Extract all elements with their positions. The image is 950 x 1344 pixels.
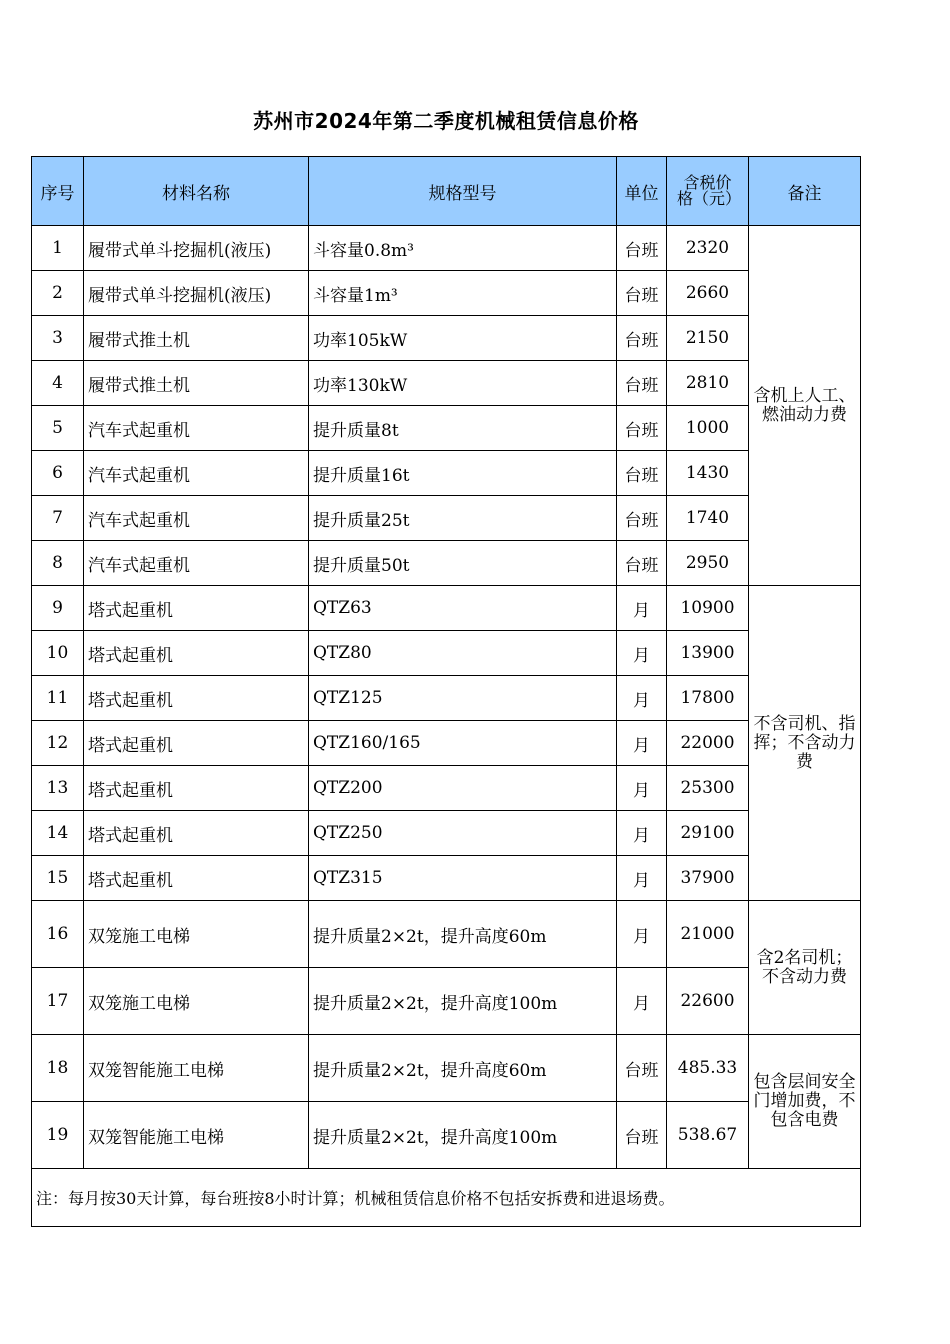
cell-name: 履带式单斗挖掘机(液压) <box>84 226 309 271</box>
table-row <box>32 856 861 901</box>
table-row <box>32 1102 861 1169</box>
cell-seq: 19 <box>32 1102 84 1169</box>
cell-unit: 月 <box>617 968 667 1035</box>
table-row <box>32 361 861 406</box>
cell-unit: 台班 <box>617 1035 667 1102</box>
cell-note-group4: 包含层间安全门增加费，不包含电费 <box>749 1035 861 1169</box>
page-title: 苏州市2024年第二季度机械租赁信息价格 <box>253 109 639 133</box>
table-row <box>32 676 861 721</box>
cell-seq: 16 <box>32 901 84 968</box>
cell-spec: 斗容量1m³ <box>309 271 617 316</box>
cell-name: 塔式起重机 <box>84 766 309 811</box>
cell-price: 1430 <box>667 451 749 496</box>
cell-seq: 4 <box>32 361 84 406</box>
header-unit: 单位 <box>617 157 667 226</box>
cell-price: 2320 <box>667 226 749 271</box>
price-table <box>31 156 861 1227</box>
table-row <box>32 811 861 856</box>
cell-unit: 月 <box>617 901 667 968</box>
table-row <box>32 451 861 496</box>
cell-name: 塔式起重机 <box>84 811 309 856</box>
cell-price: 2660 <box>667 271 749 316</box>
cell-price: 1740 <box>667 496 749 541</box>
header-row <box>32 157 861 226</box>
cell-seq: 5 <box>32 406 84 451</box>
cell-price: 37900 <box>667 856 749 901</box>
cell-price: 2810 <box>667 361 749 406</box>
table-row <box>32 586 861 631</box>
cell-seq: 18 <box>32 1035 84 1102</box>
cell-seq: 10 <box>32 631 84 676</box>
cell-name: 双笼智能施工电梯 <box>84 1035 309 1102</box>
cell-name: 塔式起重机 <box>84 631 309 676</box>
cell-name: 双笼施工电梯 <box>84 901 309 968</box>
table-row <box>32 968 861 1035</box>
cell-spec: QTZ160/165 <box>309 721 617 766</box>
cell-unit: 台班 <box>617 271 667 316</box>
cell-price: 538.67 <box>667 1102 749 1169</box>
cell-unit: 月 <box>617 721 667 766</box>
cell-name: 双笼施工电梯 <box>84 968 309 1035</box>
header-seq: 序号 <box>32 157 84 226</box>
cell-unit: 台班 <box>617 496 667 541</box>
cell-price: 29100 <box>667 811 749 856</box>
cell-unit: 台班 <box>617 361 667 406</box>
cell-seq: 13 <box>32 766 84 811</box>
cell-seq: 11 <box>32 676 84 721</box>
cell-unit: 月 <box>617 811 667 856</box>
cell-seq: 12 <box>32 721 84 766</box>
footer-note: 注：每月按30天计算，每台班按8小时计算；机械租赁信息价格不包括安拆费和进退场费。 <box>32 1169 861 1227</box>
cell-unit: 台班 <box>617 541 667 586</box>
cell-note-group3: 含2名司机；不含动力费 <box>749 901 861 1035</box>
cell-price: 485.33 <box>667 1035 749 1102</box>
header-name: 材料名称 <box>84 157 309 226</box>
cell-spec: QTZ200 <box>309 766 617 811</box>
cell-name: 塔式起重机 <box>84 676 309 721</box>
cell-name: 汽车式起重机 <box>84 541 309 586</box>
cell-seq: 2 <box>32 271 84 316</box>
cell-price: 22000 <box>667 721 749 766</box>
table-row <box>32 406 861 451</box>
table-row <box>32 631 861 676</box>
cell-spec: QTZ125 <box>309 676 617 721</box>
cell-price: 21000 <box>667 901 749 968</box>
cell-spec: 提升质量50t <box>309 541 617 586</box>
table-row <box>32 766 861 811</box>
cell-unit: 月 <box>617 631 667 676</box>
cell-spec: QTZ315 <box>309 856 617 901</box>
cell-seq: 14 <box>32 811 84 856</box>
cell-seq: 15 <box>32 856 84 901</box>
header-note: 备注 <box>749 157 861 226</box>
cell-spec: QTZ63 <box>309 586 617 631</box>
table-row <box>32 226 861 271</box>
cell-price: 17800 <box>667 676 749 721</box>
cell-unit: 台班 <box>617 406 667 451</box>
cell-spec: 提升质量2×2t，提升高度100m <box>309 968 617 1035</box>
cell-unit: 月 <box>617 856 667 901</box>
cell-name: 塔式起重机 <box>84 856 309 901</box>
header-price: 含税价格（元） <box>667 157 749 226</box>
cell-price: 2150 <box>667 316 749 361</box>
cell-price: 10900 <box>667 586 749 631</box>
cell-spec: 提升质量2×2t，提升高度60m <box>309 1035 617 1102</box>
cell-spec: 提升质量2×2t，提升高度60m <box>309 901 617 968</box>
cell-spec: 提升质量16t <box>309 451 617 496</box>
table-row <box>32 271 861 316</box>
table-row <box>32 721 861 766</box>
cell-note-group2: 不含司机、指挥；不含动力费 <box>749 586 861 901</box>
cell-name: 履带式推土机 <box>84 316 309 361</box>
table-row <box>32 901 861 968</box>
cell-seq: 8 <box>32 541 84 586</box>
cell-seq: 3 <box>32 316 84 361</box>
footer-row <box>32 1169 861 1227</box>
cell-name: 汽车式起重机 <box>84 451 309 496</box>
cell-price: 2950 <box>667 541 749 586</box>
cell-spec: 功率130kW <box>309 361 617 406</box>
header-spec: 规格型号 <box>309 157 617 226</box>
cell-name: 塔式起重机 <box>84 721 309 766</box>
cell-spec: 提升质量8t <box>309 406 617 451</box>
cell-unit: 台班 <box>617 1102 667 1169</box>
cell-seq: 9 <box>32 586 84 631</box>
cell-spec: QTZ250 <box>309 811 617 856</box>
cell-unit: 月 <box>617 676 667 721</box>
cell-name: 履带式推土机 <box>84 361 309 406</box>
cell-name: 双笼智能施工电梯 <box>84 1102 309 1169</box>
table-row <box>32 541 861 586</box>
cell-seq: 6 <box>32 451 84 496</box>
cell-spec: 提升质量25t <box>309 496 617 541</box>
cell-spec: 提升质量2×2t，提升高度100m <box>309 1102 617 1169</box>
cell-name: 塔式起重机 <box>84 586 309 631</box>
table-row <box>32 496 861 541</box>
table-row <box>32 316 861 361</box>
cell-price: 22600 <box>667 968 749 1035</box>
cell-price: 13900 <box>667 631 749 676</box>
cell-name: 汽车式起重机 <box>84 406 309 451</box>
table-row <box>32 1035 861 1102</box>
cell-spec: QTZ80 <box>309 631 617 676</box>
cell-price: 25300 <box>667 766 749 811</box>
cell-unit: 台班 <box>617 316 667 361</box>
cell-name: 履带式单斗挖掘机(液压) <box>84 271 309 316</box>
cell-seq: 7 <box>32 496 84 541</box>
cell-unit: 台班 <box>617 451 667 496</box>
cell-spec: 斗容量0.8m³ <box>309 226 617 271</box>
cell-name: 汽车式起重机 <box>84 496 309 541</box>
cell-seq: 1 <box>32 226 84 271</box>
cell-unit: 月 <box>617 586 667 631</box>
cell-note-group1: 含机上人工、燃油动力费 <box>749 226 861 586</box>
cell-seq: 17 <box>32 968 84 1035</box>
cell-unit: 台班 <box>617 226 667 271</box>
cell-spec: 功率105kW <box>309 316 617 361</box>
cell-price: 1000 <box>667 406 749 451</box>
cell-unit: 月 <box>617 766 667 811</box>
